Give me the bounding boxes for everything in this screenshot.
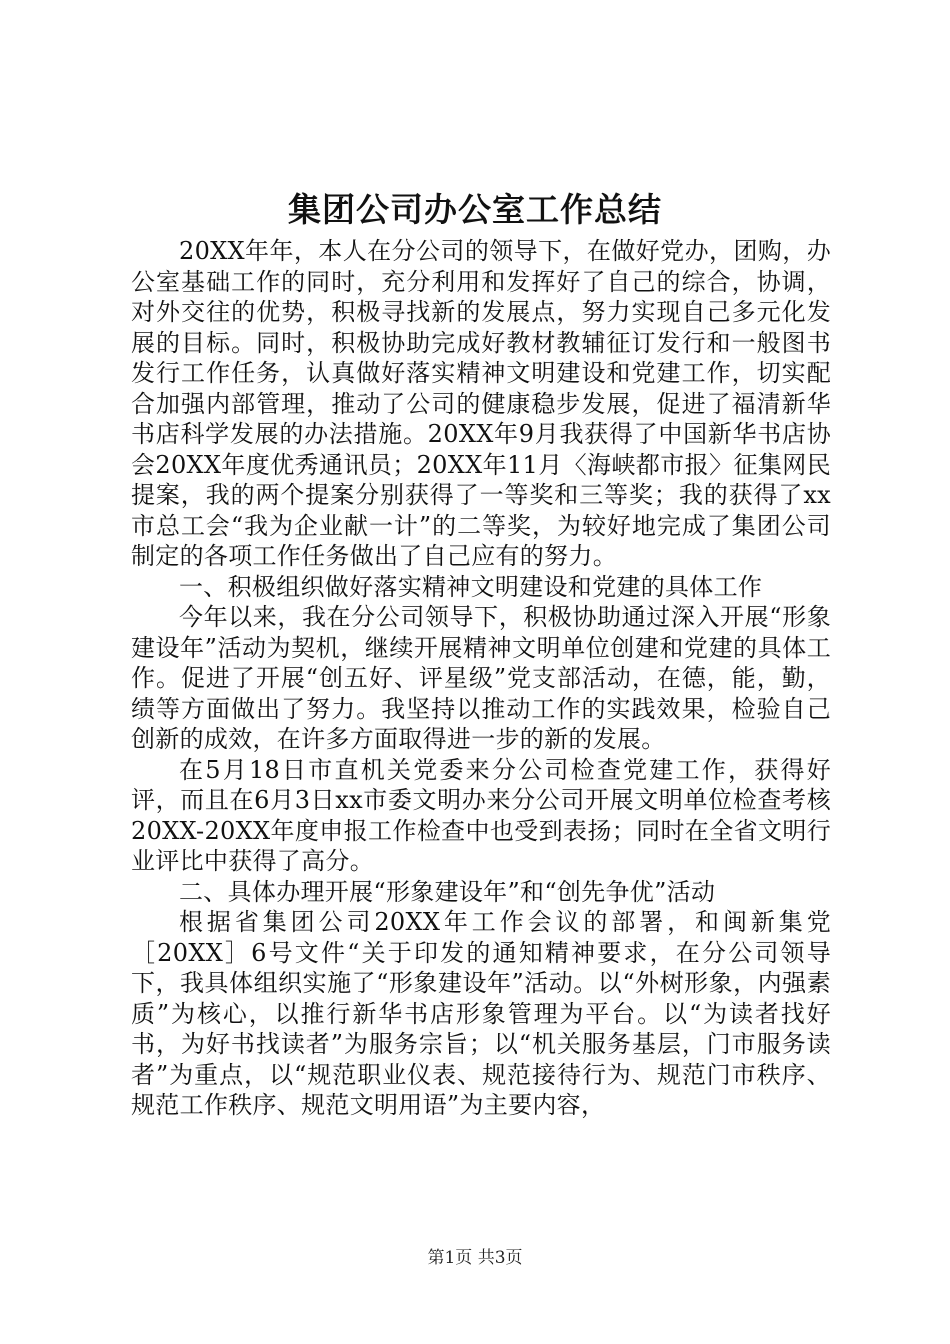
document-title: 集团公司办公室工作总结 [288,190,662,229]
section-heading-2: 二、具体办理开展“形象建设年”和“创先争优”活动 [179,877,716,906]
section-heading-1: 一、积极组织做好落实精神文明建设和党建的具体工作 [179,572,763,601]
page-footer: 第1页 共3页 [427,1248,523,1268]
document-body [131,236,831,1121]
paragraph-section-2a: 根据省集团公司20XX年工作会议的部署，和闽新集党［20XX］6号文件“关于印发的通知精神要求，在分公司领导下，我具体组织实施了“形象建设年”活动。以“外树形象，内强素质”为核心，以推行新华书店形象管理为平台。以“为读者找好书，为好书找读者”为服务宗旨；以“机关服务基层，门市服务读者”为重点，以“规范职业仪表、规范接待行为、规范门市秩序、规范工作秩序、规范文明用语”为主要内容， [131,908,831,1119]
paragraph-section-1b: 在5月18日市直机关党委来分公司检查党建工作，获得好评，而且在6月3日xx市委文明办来分公司开展文明单位检查考核20XX-20XX年度申报工作检查中也受到表扬；同时在全省文明行业评比中获得了高分。 [131,755,831,875]
paragraph-intro: 20XX年年，本人在分公司的领导下，在做好党办，团购，办公室基础工作的同时，充分利用和发挥好了自己的综合，协调，对外交往的优势，积极寻找新的发展点，努力实现自己多元化发展的目标。同时，积极协助完成好教材教辅征订发行和一般图书发行工作任务，认真做好落实精神文明建设和党建工作，切实配合加强内部管理，推动了公司的健康稳步发展，促进了福清新华书店科学发展的办法措施。20XX年9月我获得了中国新华书店协会20XX年度优秀通讯员；20XX年11月〈海峡都市报〉征集网民提案，我的两个提案分别获得了一等奖和三等奖；我的获得了xx市总工会“我为企业献一计”的二等奖，为较好地完成了集团公司制定的各项工作任务做出了自己应有的努力。 [131,237,831,570]
paragraph-section-1a: 今年以来，我在分公司领导下，积极协助通过深入开展“形象建设年”活动为契机，继续开展精神文明单位创建和党建的具体工作。促进了开展“创五好、评星级”党支部活动，在德，能，勤，绩等方面做出了努力。我坚持以推动工作的实践效果，检验自己创新的成效，在许多方面取得进一步的新的发展。 [131,603,831,753]
